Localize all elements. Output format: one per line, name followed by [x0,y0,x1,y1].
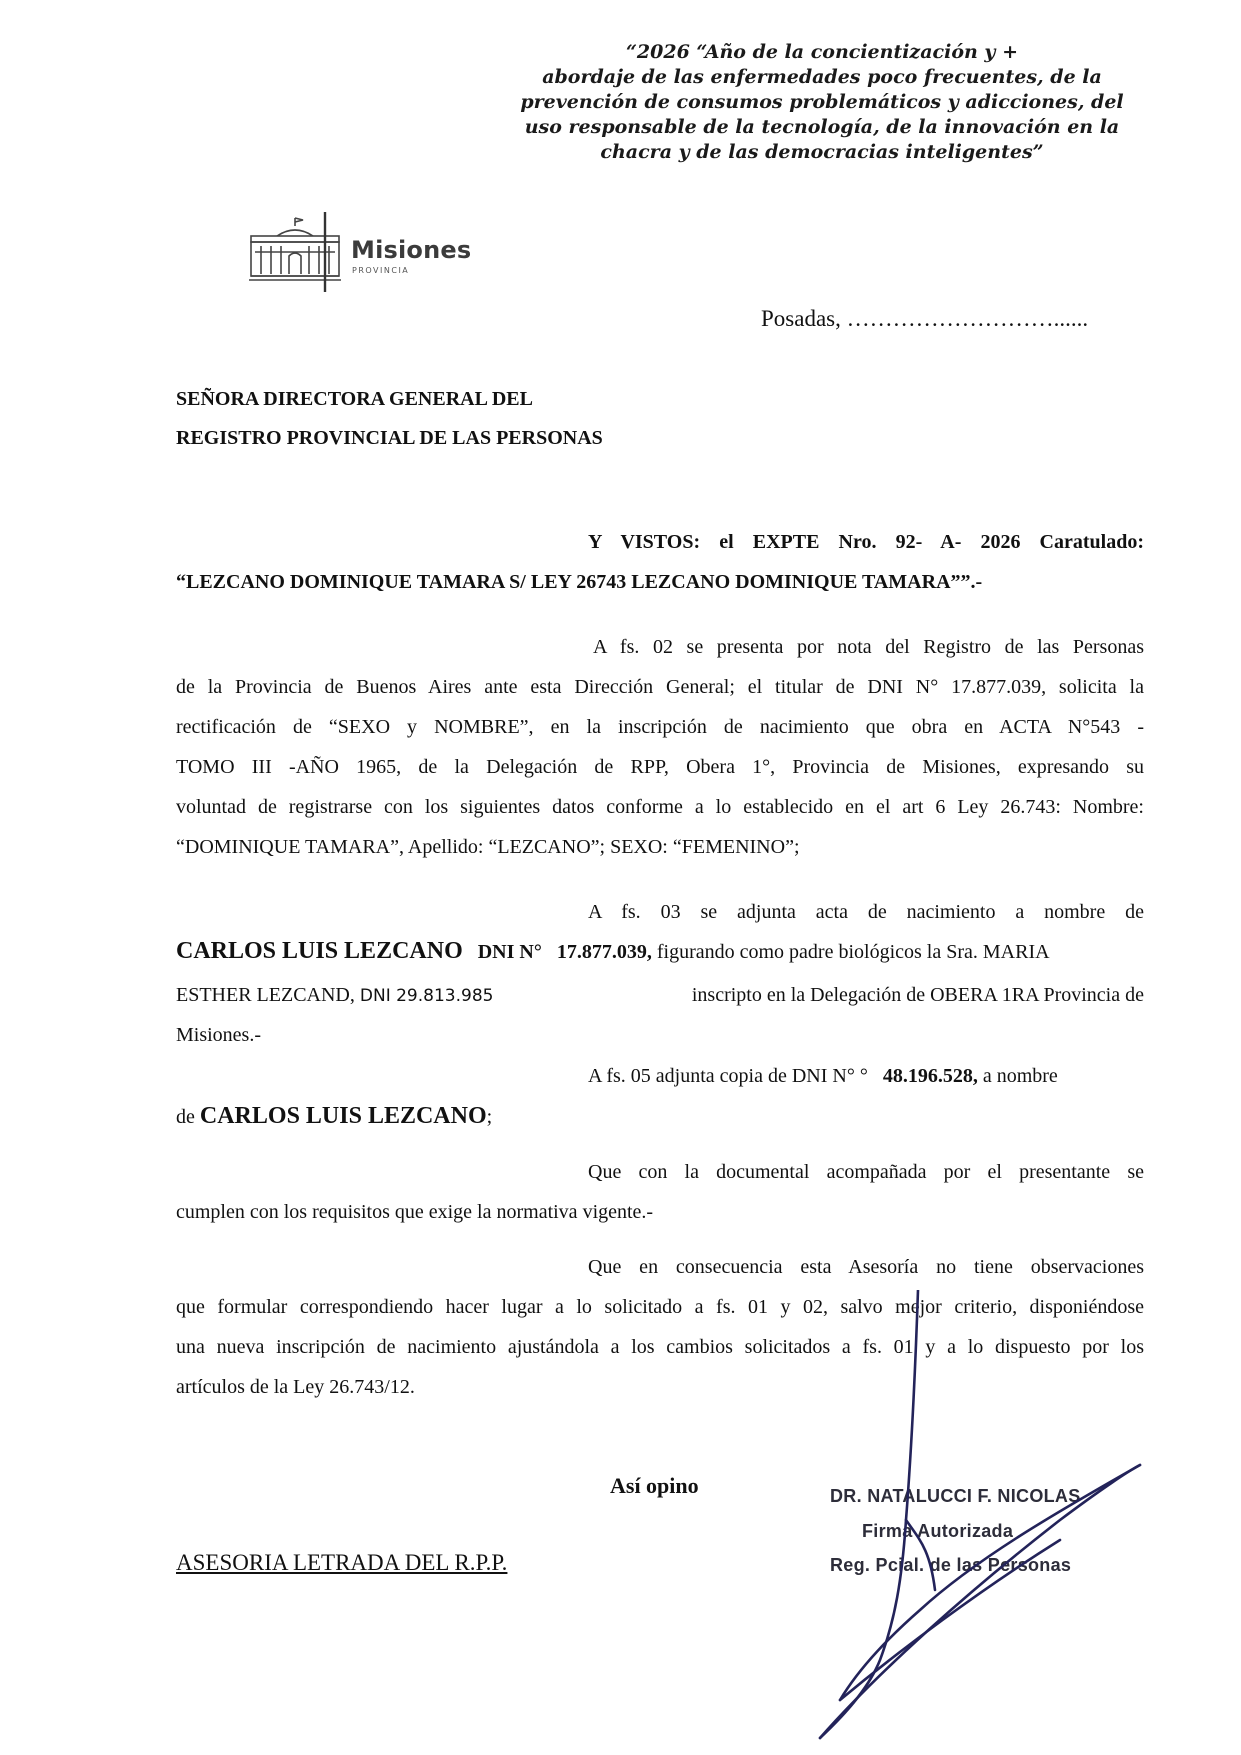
para3-first-line [588,1065,1058,1088]
para1-last-line: “DOMINIQUE TAMARA”, Apellido: “LEZCANO”; SEXO: “FEMENINO”; [176,836,800,858]
para2-line-3b: inscripto en la Delegación de OBERA 1RA Provincia de [691,984,1144,1006]
stamp-line-3: Reg. Pcial. de las Personas [830,1555,1072,1575]
vistos-line-1: Y VISTOS: el EXPTE Nro. 92- A- 2026 Caratulado: [588,531,1144,553]
para2-line-4: Misiones.- [176,1024,261,1046]
mother-dni: DNI 29.813.985 [359,986,494,1006]
addressee-line-2: REGISTRO PROVINCIAL DE LAS PERSONAS [176,427,603,449]
person-name: CARLOS LUIS LEZCANO [199,1103,487,1129]
para3-text: A fs. 05 adjunta copia de DNI N° ° [588,1065,868,1087]
para5-first-line: Que en consecuencia esta Asesoría no tiene observaciones [588,1256,1144,1278]
person-name: CARLOS LUIS LEZCANO [176,938,463,964]
para3-text: a nombre [982,1065,1058,1087]
para3-second-line [176,1103,492,1130]
addressee-line-1: SEÑORA DIRECTORA GENERAL DEL [176,388,533,410]
para1-line: de la Provincia de Buenos Aires ante esta Dirección General; el titular de DNI N° 17.877.039, solicita la [176,676,1144,698]
opinion-label: Así opino [610,1473,699,1498]
office-name: ASESORIA LETRADA DEL R.P.P. [176,1550,508,1575]
dni-value: 17.877.039, [556,941,652,963]
para1-first-line: A fs. 02 se presenta por nota del Registro de las Personas [593,636,1144,658]
government-building-icon [247,212,343,292]
motto-line: chacra y de las democracias inteligentes” [600,141,1044,163]
para1-line: rectificación de “SEXO y NOMBRE”, en la inscripción de nacimiento que obra en ACTA N°543 - [176,716,1144,738]
year-motto [492,40,1152,165]
dni-value: 48.196.528, [882,1065,978,1087]
misiones-logo [247,212,487,292]
dni-label: DNI N° [477,941,542,963]
para4-last-line: cumplen con los requisitos que exige la normativa vigente.- [176,1201,654,1223]
para3-text: de [176,1106,195,1128]
para2-text: ESTHER LEZCAND, [176,984,355,1006]
para3-text: ; [486,1106,493,1128]
motto-line: “2026 “Año de la concientización y + [625,41,1018,63]
logo-name: Misiones [351,236,472,264]
motto-line: uso responsable de la tecnología, de la innovación en la [524,116,1120,138]
handwritten-signature [730,1290,1150,1750]
stamp-line-2: Firma Autorizada [862,1521,1014,1541]
para2-name-line [176,938,1050,965]
place-date-line: Posadas, ………………………...... [761,306,1089,331]
para1-line: voluntad de registrarse con los siguientes datos conforme a lo establecido en el art 6 Ley 26.743: Nombre: [176,796,1144,818]
motto-line: prevención de consumos problemáticos y adicciones, del [520,91,1124,113]
para5-last-line: artículos de la Ley 26.743/12. [176,1376,415,1398]
stamp-line-1: DR. NATALUCCI F. NICOLAS [830,1486,1081,1506]
para4-first-line: Que con la documental acompañada por el presentante se [588,1161,1144,1183]
vistos-line-2: “LEZCANO DOMINIQUE TAMARA S/ LEY 26743 LEZCANO DOMINIQUE TAMARA””.- [176,571,983,593]
para5-line: que formular correspondiendo hacer lugar a lo solicitado a fs. 01 y 02, salvo mejor criterio, disponiéndose [176,1296,1144,1318]
para2-rest: figurando como padre biológicos la Sra. MARIA [656,941,1050,963]
logo-subtitle: PROVINCIA [352,266,410,275]
para1-line: TOMO III -AÑO 1965, de la Delegación de RPP, Obera 1°, Provincia de Misiones, expresando su [176,756,1144,778]
motto-line: abordaje de las enfermedades poco frecuentes, de la [542,66,1102,88]
para5-line: una nueva inscripción de nacimiento ajustándola a los cambios solicitados a fs. 01 y a lo dispuesto por los [176,1336,1144,1358]
para2-line-3a [176,984,493,1007]
para2-first-line: A fs. 03 se adjunta acta de nacimiento a nombre de [588,901,1144,923]
